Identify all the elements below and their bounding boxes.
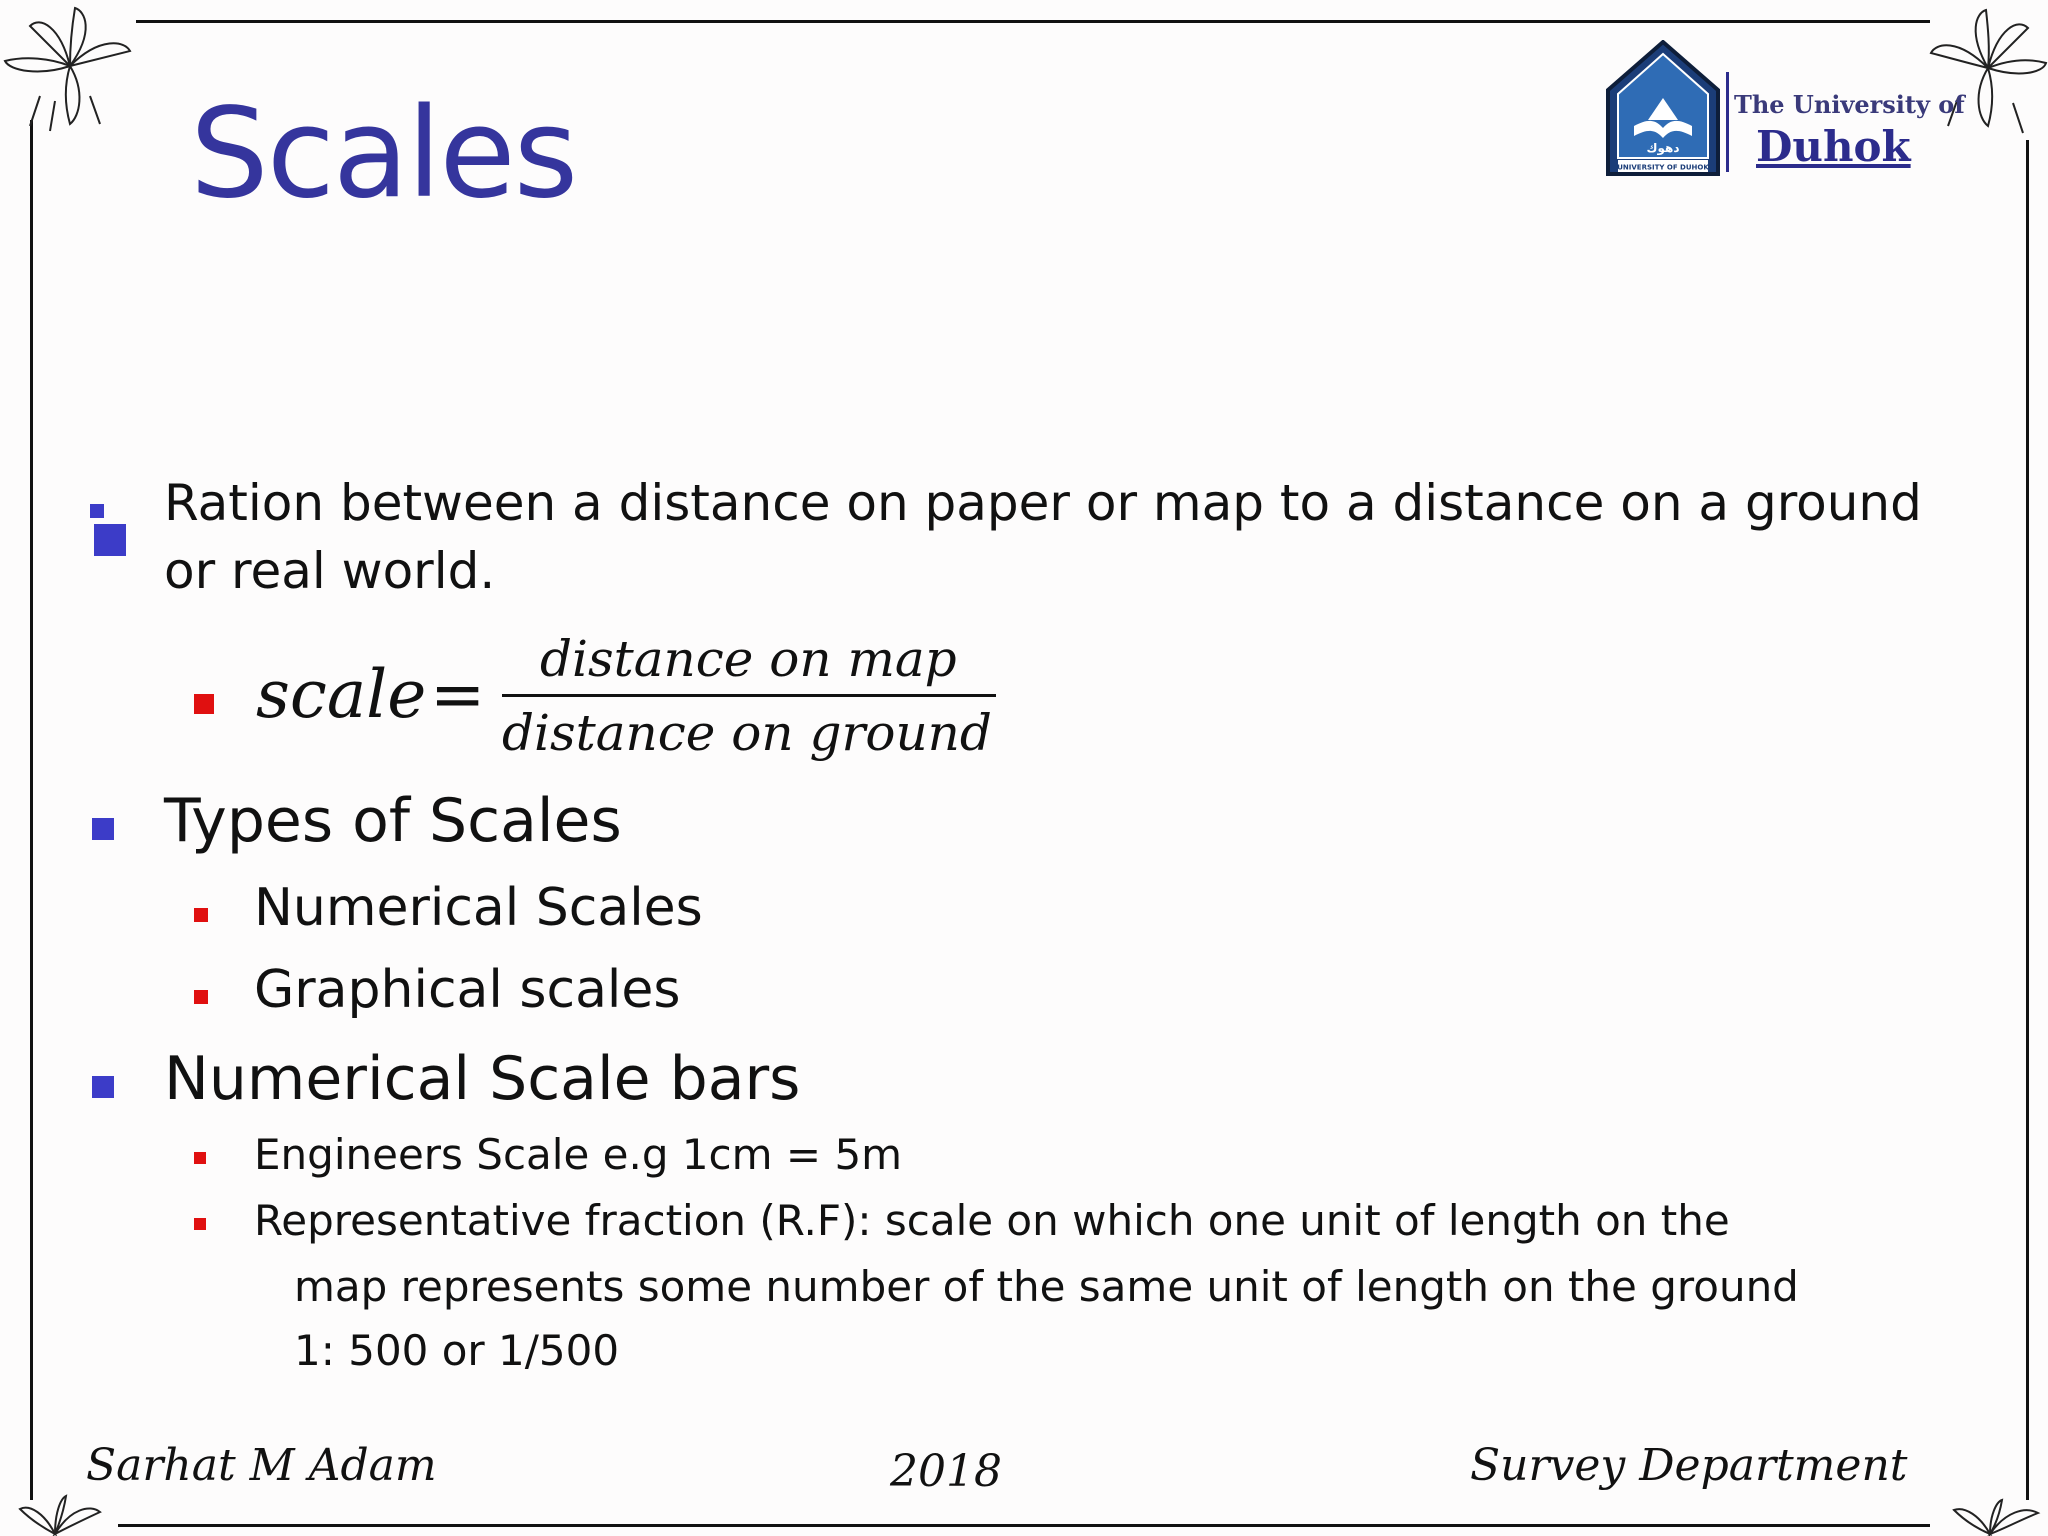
formula-fraction-bar [502,694,996,697]
bullet-secondary-icon [194,908,208,922]
bullet-secondary-icon [194,694,214,714]
bullet-secondary-icon [194,1152,206,1164]
frame-bottom-line [118,1524,1930,1527]
bullet-2-subitem-2: Graphical scales [254,960,681,1020]
footer-author: Sarhat M Adam [86,1440,437,1491]
emblem-script: دهوك [1646,141,1680,155]
bullet-3-text: Numerical Scale bars [164,1044,801,1114]
corner-flower-icon [0,6,140,136]
emblem-caption: UNIVERSITY OF DUHOK [1617,163,1709,172]
formula-numerator: distance on map [540,630,957,688]
corner-flower-icon [1930,1498,2048,1536]
university-name: Duhok [1756,122,1911,171]
university-line1: The University of [1734,90,1965,119]
bullet-primary-icon [92,1076,114,1098]
slide-title: Scales [190,82,577,226]
bullet-3-subitem-2: Representative fraction (R.F): scale on which one unit of length on the [254,1196,1730,1245]
logo-divider [1726,72,1729,172]
footer-department: Survey Department [1470,1440,1908,1491]
bullet-1-text-line2: or real world. [164,542,496,600]
formula-lhs: scale [256,656,427,733]
bullet-3-continuation-1: map represents some number of the same unit of length on the ground [294,1262,1799,1311]
bullet-2-subitem-1: Numerical Scales [254,878,703,938]
bullet-primary-icon [94,524,126,556]
bullet-secondary-icon [194,1218,206,1230]
formula-equals: = [430,656,486,733]
bullet-1-text-line1: Ration between a distance on paper or map to a distance on a ground [164,474,1922,532]
footer-year: 2018 [890,1446,1002,1497]
university-emblem-icon [1604,40,1722,178]
bullet-3-subitem-1: Engineers Scale e.g 1cm = 5m [254,1130,903,1179]
bullet-secondary-icon [194,990,208,1004]
bullet-primary-icon [92,818,114,840]
bullet-3-continuation-2: 1: 500 or 1/500 [294,1326,620,1375]
corner-flower-icon [0,1494,110,1536]
frame-top-line [136,20,1930,23]
bullet-primary-icon [90,504,104,518]
formula-denominator: distance on ground [502,704,992,762]
frame-right-line [2026,140,2029,1500]
frame-left-line [30,120,33,1500]
bullet-2-text: Types of Scales [164,786,622,856]
